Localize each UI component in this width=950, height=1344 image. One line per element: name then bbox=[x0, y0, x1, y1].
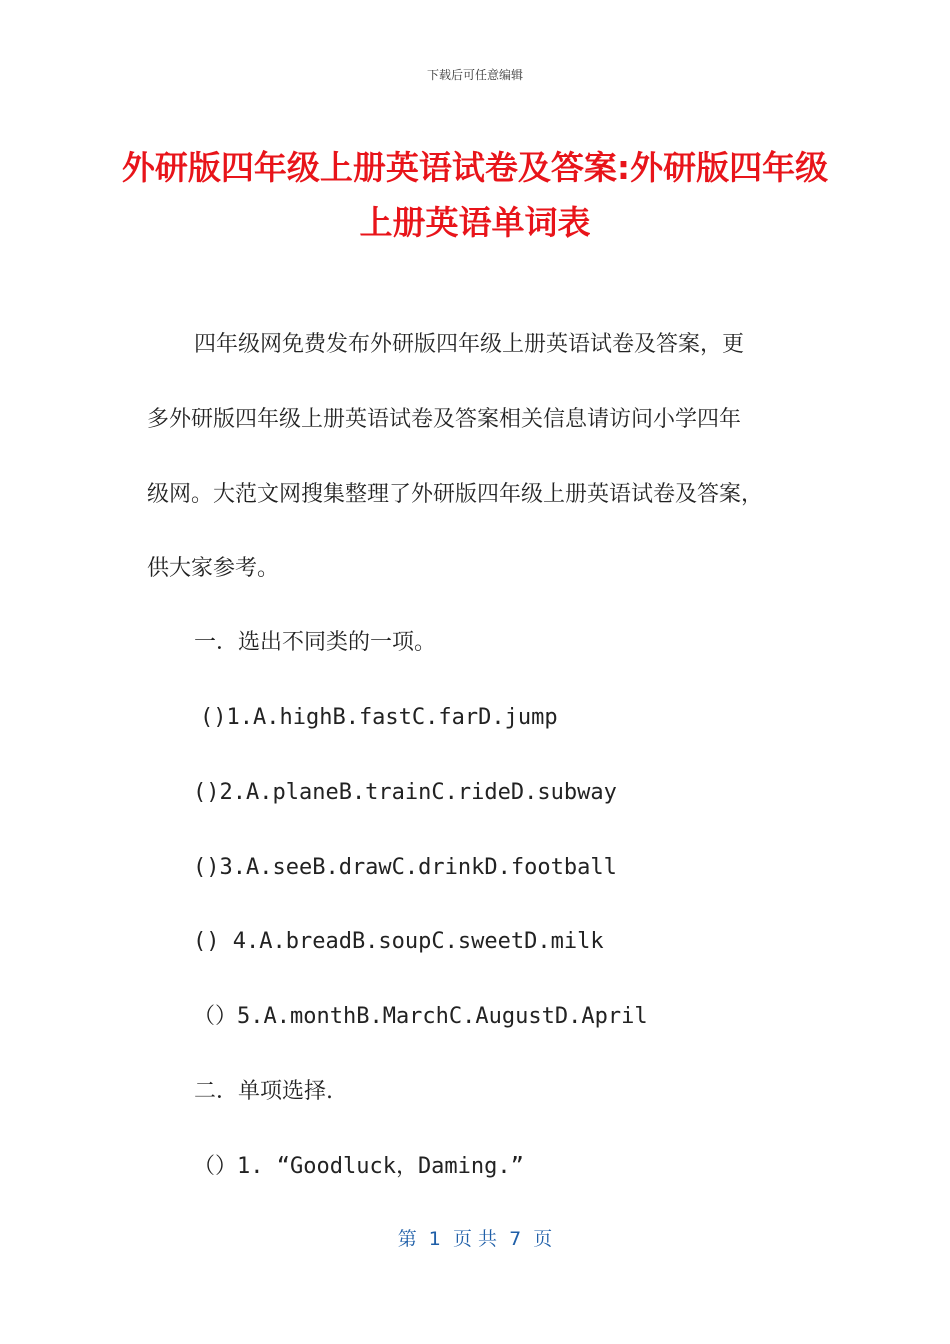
section-heading: 二．单项选择. bbox=[194, 1079, 333, 1104]
intro-line: 四年级网免费发布外研版四年级上册英语试卷及答案，更 bbox=[194, 332, 745, 357]
page-footer: 第 1 页 共 7 页 bbox=[397, 1228, 553, 1250]
header-note: 下载后可任意编辑 bbox=[426, 68, 523, 82]
question-item: ()1.A.highB.fastC.farD.jump bbox=[200, 705, 558, 730]
intro-line: 供大家参考。 bbox=[147, 556, 280, 581]
document-title: 外研版四年级上册英语试卷及答案:外研版四年级上册英语单词表 bbox=[121, 148, 829, 242]
section-heading: 一．选出不同类的一项。 bbox=[194, 630, 437, 655]
question-item: () 4.A.breadB.soupC.sweetD.milk bbox=[193, 929, 604, 954]
question-item: （）5.A.monthB.MarchC.AugustD.April bbox=[193, 1004, 648, 1029]
question-item: ()3.A.seeB.drawC.drinkD.football bbox=[193, 855, 617, 880]
intro-line: 级网。大范文网搜集整理了外研版四年级上册英语试卷及答案， bbox=[147, 482, 764, 507]
question-item: （）1. “Goodluck，Daming.” bbox=[193, 1154, 524, 1179]
question-item: ()2.A.planeB.trainC.rideD.subway bbox=[193, 780, 617, 805]
intro-line: 多外研版四年级上册英语试卷及答案相关信息请访问小学四年 bbox=[147, 407, 742, 432]
